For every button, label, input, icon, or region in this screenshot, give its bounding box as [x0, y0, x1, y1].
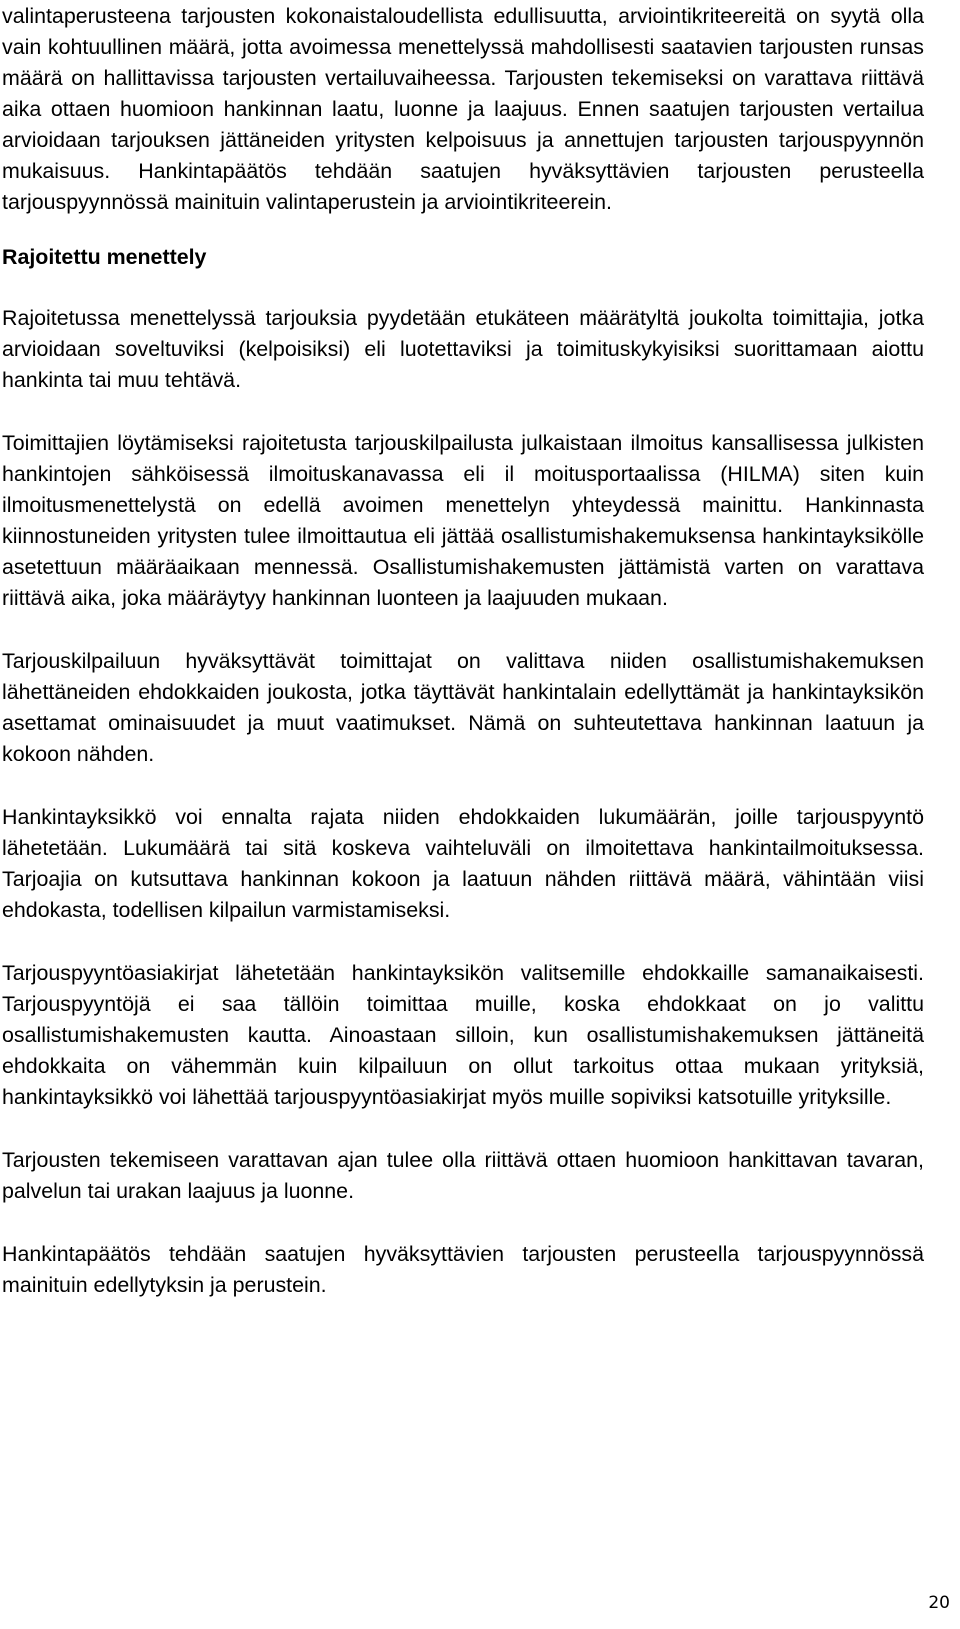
- section-heading: Rajoitettu menettely: [2, 245, 207, 269]
- paragraph-procurement-decision: Hankintapäätös tehdään saatujen hyväksyttävien tarjousten perusteella tarjouspyynnössä mainituin edellytyksin ja perustein.: [2, 1242, 924, 1297]
- paragraph-tender-documents: Tarjouspyyntöasiakirjat lähetetään hankintayksikön valitsemille ehdokkaille samanaikaisesti. Tarjouspyyntöjä ei saa tällöin toimittaa muille, koska ehdokkaat on jo valittu osallistumishakemusten kautta. Ainoastaan silloin, kun osallistumishakemuksen jättäneitä ehdokkaita on vähemmän kuin kilpailuun on ollut tarkoitus ottaa mukaan yrityksiä, hankintayksikkö voi lähettää tarjouspyyntöasiakirjat myös muille sopiviksi katsotuille yrityksille.: [2, 961, 924, 1109]
- paragraph-restricted-procedure: Rajoitetussa menettelyssä tarjouksia pyydetään etukäteen määrätyltä joukolta toimittajia, jotka arvioidaan soveltuviksi (kelpoisiksi) eli luotettaviksi ja toimituskykyisiksi suorittamaan aiottu hankinta tai muu tehtävä.: [2, 306, 924, 392]
- paragraph-finding-suppliers: Toimittajien löytämiseksi rajoitetusta tarjouskilpailusta julkaistaan ilmoitus kansallisessa julkisten hankintojen sähköisessä ilmoituskanavassa eli il moitusportaalissa (HILMA) siten kuin ilmoitusmenettelystä on edellä avoimen menettelyn yhteydessä mainittu. Hankinnasta kiinnostuneiden yritysten tulee ilmoittautua eli jättää osallistumishakemuksensa hankintayksikölle asetettuun määräaikaan mennessä. Osallistumishakemusten jättämistä varten on varattava riittävä aika, joka määräytyy hankinnan luonteen ja laajuuden mukaan.: [2, 431, 924, 610]
- page-number: 20: [928, 1593, 950, 1613]
- paragraph-candidate-count: Hankintayksikkö voi ennalta rajata niiden ehdokkaiden lukumäärän, joille tarjouspyyntö lähetetään. Lukumäärä tai sitä koskeva vaihteluväli on ilmoitettava hankintailmoituksessa. Tarjoajia on kutsuttava hankinnan kokoon ja laatuun nähden riittävä määrä, vähintään viisi ehdokasta, todellisen kilpailun varmistamiseksi.: [2, 805, 924, 922]
- paragraph-accepted-suppliers: Tarjouskilpailuun hyväksyttävät toimittajat on valittava niiden osallistumishakemuksen lähettäneiden ehdokkaiden joukosta, jotka täyttävät hankintalain edellyttämät ja hankintayksikön asettamat ominaisuudet ja muut vaatimukset. Nämä on suhteutettava hankinnan laatuun ja kokoon nähden.: [2, 649, 924, 766]
- paragraph-tender-time: Tarjousten tekemiseen varattavan ajan tulee olla riittävä ottaen huomioon hankittavan tavaran, palvelun tai urakan laajuus ja luonne.: [2, 1148, 924, 1203]
- paragraph-evaluation-criteria: valintaperusteena tarjousten kokonaistaloudellista edullisuutta, arviointikriteereitä on syytä olla vain kohtuullinen määrä, jotta avoimessa menettelyssä mahdollisesti saatavien tarjousten runsas määrä on hallittavissa tarjousten vertailuvaiheessa. Tarjousten tekemiseksi on varattava riittävä aika ottaen huomioon hankinnan laatu, luonne ja laajuus. Ennen saatujen tarjousten vertailua arvioidaan tarjouksen jättäneiden yritysten kelpoisuus ja annettujen tarjousten tarjouspyynnön mukaisuus. Hankintapäätös tehdään saatujen hyväksyttävien tarjousten perusteella tarjouspyynnössä mainituin valintaperustein ja arviointikriteerein.: [2, 4, 924, 214]
